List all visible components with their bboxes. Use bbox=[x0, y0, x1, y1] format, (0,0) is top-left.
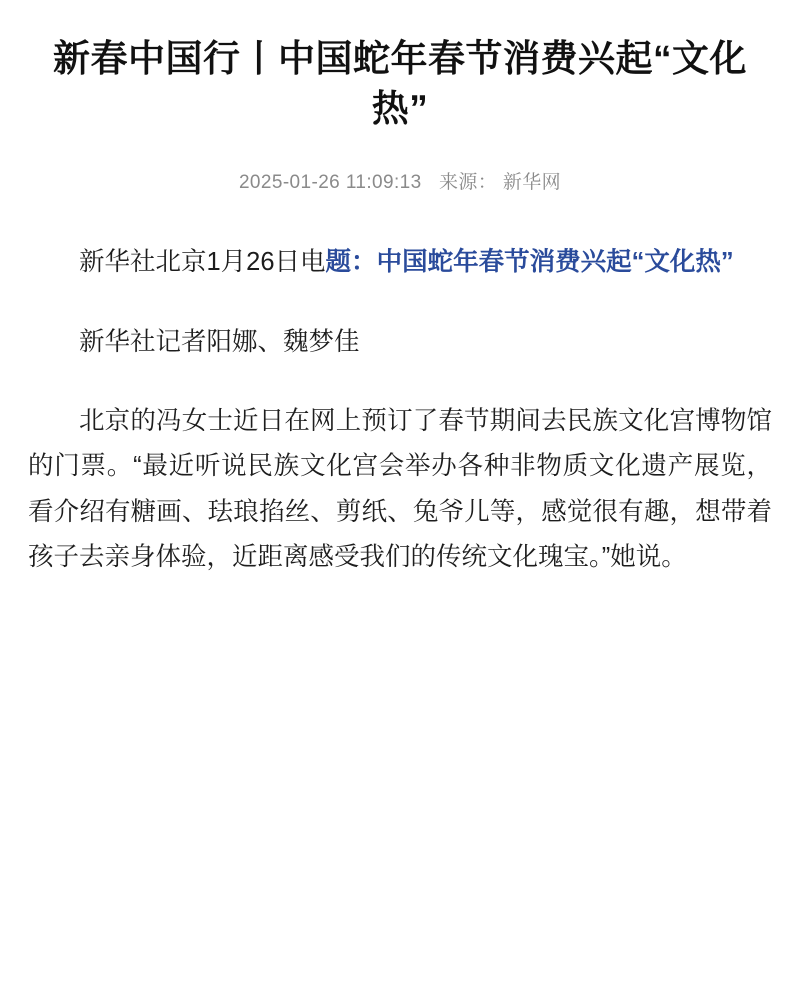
article-meta bbox=[28, 167, 772, 194]
lead-paragraph bbox=[28, 240, 772, 285]
page-title: 新春中国行丨中国蛇年春节消费兴起“文化热” bbox=[53, 38, 747, 129]
publish-datetime: 2025-01-26 11:09:13 bbox=[238, 172, 422, 194]
lead-headline: 中国蛇年春节消费兴起“文化热” bbox=[376, 248, 734, 277]
article-body bbox=[28, 240, 772, 580]
source-label: 来源： bbox=[438, 172, 498, 194]
topic-label: 题： bbox=[325, 248, 377, 277]
dateline: 新华社北京1月26日电 bbox=[79, 248, 326, 277]
paragraph-1: 北京的冯女士近日在网上预订了春节期间去民族文化宫博物馆的门票。“最近听说民族文化宫会举办各种非物质文化遗产展览，看介绍有糖画、珐琅掐丝、剪纸、兔爷儿等，感觉很有趣，想带着孩子去亲身体验，近距离感受我们的传统文化瑰宝。”她说。 bbox=[28, 406, 772, 572]
source-name: 新华网 bbox=[502, 172, 562, 194]
byline: 新华社记者阳娜、魏梦佳 bbox=[79, 327, 360, 356]
